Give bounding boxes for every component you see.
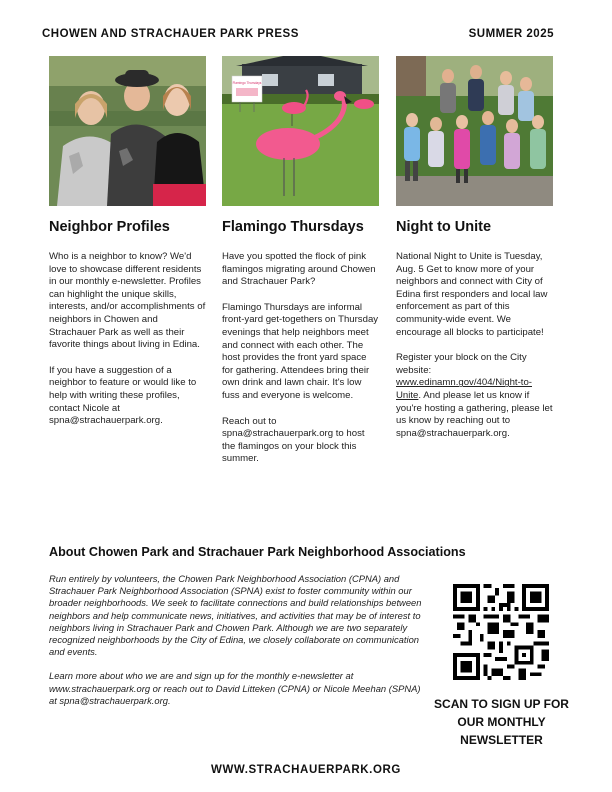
footer-url[interactable]: WWW.STRACHAUERPARK.ORG bbox=[211, 764, 401, 776]
neighbor-profiles-paragraph: If you have a suggestion of a neighbor to feature or would like to help with writing these profiles, contact Nicole at spna@strachauerpark.org. bbox=[49, 364, 197, 427]
night-to-unite-register-paragraph bbox=[396, 352, 553, 440]
night-to-unite-column bbox=[396, 56, 553, 440]
newsletter-title: CHOWEN AND STRACHAUER PARK PRESS bbox=[42, 28, 299, 40]
neighbor-profiles-heading: Neighbor Profiles bbox=[49, 219, 170, 235]
about-body bbox=[49, 573, 429, 707]
qr-caption: SCAN TO SIGN UP FOR OUR MONTHLY NEWSLETTER bbox=[434, 697, 569, 747]
flamingo-photo bbox=[222, 56, 379, 206]
flamingo-paragraph: Flamingo Thursdays are informal front-yard get-togethers on Thursday evenings that help neighbors meet and connect with each other. The host provides the front yard space for gathering. Attendees bring their own drink and lawn chair. It's low fuss and everyone is welcome. bbox=[222, 301, 379, 401]
flamingo-paragraph: Have you spotted the flock of pink flamingos migrating around Chowen and Strachauer Park? bbox=[222, 251, 376, 288]
issue-label: SUMMER 2025 bbox=[468, 28, 554, 40]
about-paragraph: Learn more about who we are and sign up for the monthly e-newsletter at www.strachauerpark.org or reach out to David Litteken (CPNA) or Nicole Meehan (SPNA) at spna@strachauerpark.org. bbox=[49, 670, 421, 706]
night-to-unite-photo bbox=[396, 56, 553, 206]
about-paragraph: Run entirely by volunteers, the Chowen Park Neighborhood Association (CPNA) and Strachauer Park Neighborhood Association (SPNA) exist to foster community within our broader neighborhoods. We seek to facilitate connections and build relationships between neighbors and help communicate news, initiatives, and activities that may be of interest to neighbors living in Strachauer Park and Chowen Park. Although we are two separately recognized neighborhoods by the City of Edina, we closely collaborate on communication and events. bbox=[49, 573, 422, 658]
night-to-unite-link[interactable]: www.edinamn.gov/404/Night-to-Unite bbox=[396, 377, 532, 401]
neighbor-profiles-paragraph: Who is a neighbor to know? We'd love to showcase different residents in our monthly e-newsletter. Profiles can highlight the unique skills, interests, and/or accomplishments of neighbors in Chowen and Strachauer Park as well as their favorite things about living in Edina. bbox=[49, 251, 206, 351]
flamingo-paragraph: Reach out to spna@strachauerpark.org to host the flamingos on your block this summer. bbox=[222, 415, 365, 465]
flamingo-thursdays-heading: Flamingo Thursdays bbox=[222, 219, 364, 235]
masthead bbox=[42, 28, 554, 44]
flamingo-sign-text: Flamingo Thursdays bbox=[232, 81, 262, 85]
flamingo-thursdays-column bbox=[222, 56, 379, 466]
register-text: Register your block on the City website: bbox=[396, 352, 527, 376]
night-to-unite-heading: Night to Unite bbox=[396, 219, 492, 235]
about-heading: About Chowen Park and Strachauer Park Neighborhood Associations bbox=[49, 545, 466, 559]
qr-code[interactable] bbox=[453, 584, 549, 680]
register-text-after: . And please let us know if you're hosting a gathering, please let us know by reaching out to spna@strachauerpark.org. bbox=[396, 389, 553, 439]
neighbors-photo bbox=[49, 56, 206, 206]
neighbor-profiles-column bbox=[49, 56, 206, 428]
night-to-unite-paragraph: National Night to Unite is Tuesday, Aug. 5 Get to know more of your neighbors and connect with City of Edina first responders and local law enforcement as part of this community-wide event. We encourage all blocks to participate! bbox=[396, 251, 548, 338]
